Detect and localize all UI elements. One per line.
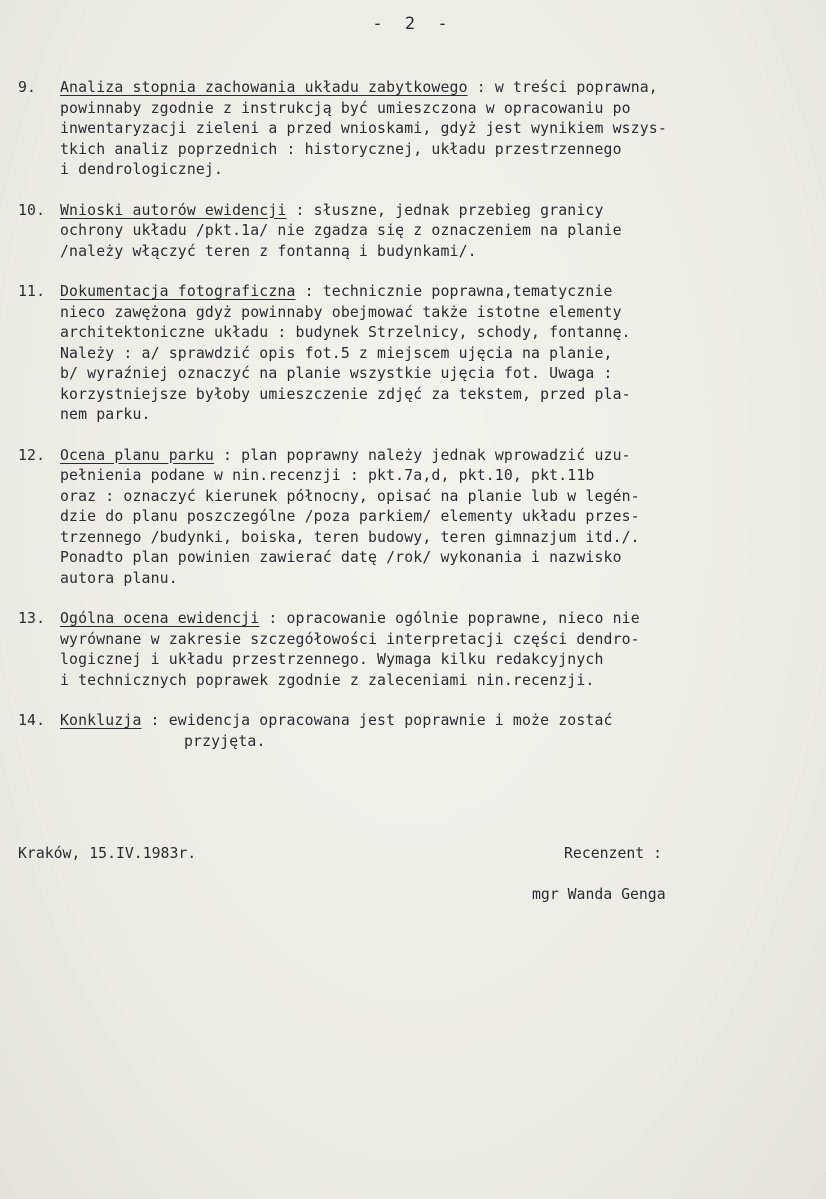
item-line: : technicznie poprawna,tematycznie	[295, 283, 613, 300]
item-heading: Ocena planu parku	[60, 446, 214, 464]
item-line: /należy włączyć teren z fontanną i budynkami/.	[60, 242, 477, 260]
item-number: 9.	[18, 79, 37, 96]
place-and-date: Kraków, 15.IV.1983r.	[18, 845, 197, 862]
item-line: nieco zawężona gdyż powinnaby obejmować także istotne elementy	[60, 303, 622, 321]
review-item-14	[18, 711, 798, 752]
item-line: trzennego /budynki, boiska, teren budowy, teren gimnazjum itd./.	[60, 528, 640, 546]
item-heading: Analiza stopnia zachowania układu zabytkowego	[60, 79, 468, 96]
review-item-9	[18, 78, 798, 181]
item-line: : w treści poprawna,	[467, 79, 658, 96]
review-item-11	[18, 282, 798, 426]
item-line: pełnienia podane w nin.recenzji : pkt.7a,d, pkt.10, pkt.11b	[60, 467, 595, 484]
item-line: b/ wyraźniej oznaczyć na planie wszystkie ujęcia fot. Uwaga :	[60, 365, 613, 382]
item-first-line	[60, 711, 798, 732]
item-first-line	[60, 201, 798, 222]
item-first-line	[60, 78, 798, 99]
item-number: 13.	[18, 610, 46, 627]
item-line: tkich analiz poprzednich : historycznej, układu przestrzennego	[60, 140, 622, 158]
item-line: oraz : oznaczyć kierunek północny, opisać na planie lub w legén-	[60, 487, 640, 505]
item-line: logicznej i układu przestrzennego. Wymaga kilku redakcyjnych	[60, 651, 604, 668]
item-heading: Konkluzja	[60, 712, 142, 729]
item-line: korzystniejsze byłoby umieszczenie zdjęć za tekstem, przed pla-	[60, 385, 631, 403]
review-items-list	[18, 78, 798, 752]
review-item-13	[18, 609, 798, 691]
item-first-line	[60, 282, 798, 303]
item-line: przyjęta.	[184, 732, 266, 750]
item-line: Ponadto plan powinien zawierać datę /rok/ wykonania i nazwisko	[60, 549, 622, 566]
review-item-10	[18, 201, 798, 263]
item-number: 11.	[18, 283, 46, 300]
reviewer-name: mgr Wanda Genga	[532, 886, 666, 903]
reviewer-label: Recenzent :	[564, 845, 662, 862]
item-line: : ewidencja opracowana jest poprawnie i może zostać	[141, 712, 613, 729]
item-line: wyrównane w zakresie szczegółowości interpretacji części dendro-	[60, 630, 640, 648]
item-line: powinnaby zgodnie z instrukcją być umieszczona w opracowaniu po	[60, 99, 631, 117]
item-line: ochrony układu /pkt.1a/ nie zgadza się z oznaczeniem na planie	[60, 222, 622, 239]
item-number: 12.	[18, 446, 46, 464]
item-line: inwentaryzacji zieleni a przed wnioskami, gdyż jest wynikiem wszys-	[60, 120, 667, 137]
item-line: nem parku.	[60, 406, 151, 423]
item-heading: Wnioski autorów ewidencji	[60, 201, 287, 219]
review-item-12	[18, 446, 798, 590]
item-line: dzie do planu poszczególne /poza parkiem/ elementy układu przes-	[60, 508, 640, 525]
item-heading: Ogólna ocena ewidencji	[60, 610, 260, 627]
item-line: i technicznych poprawek zgodnie z zaleceniami nin.recenzji.	[60, 671, 595, 689]
item-line: architektoniczne układu : budynek Strzelnicy, schody, fontannę.	[60, 324, 631, 341]
page-number: - 2 -	[372, 14, 454, 34]
item-first-line	[60, 609, 798, 630]
item-number: 10.	[18, 201, 46, 219]
item-line: : opracowanie ogólnie poprawne, nieco nie	[259, 610, 640, 627]
item-line: : plan poprawny należy jednak wprowadzić uzu-	[214, 446, 631, 464]
item-line: autora planu.	[60, 569, 178, 587]
item-first-line	[60, 446, 798, 467]
item-number: 14.	[18, 712, 46, 729]
item-heading: Dokumentacja fotograficzna	[60, 283, 296, 300]
item-line: Należy : a/ sprawdzić opis fot.5 z miejscem ujęcia na planie,	[60, 344, 613, 362]
item-line: : słuszne, jednak przebieg granicy	[286, 201, 604, 219]
item-line: i dendrologicznej.	[60, 161, 224, 178]
